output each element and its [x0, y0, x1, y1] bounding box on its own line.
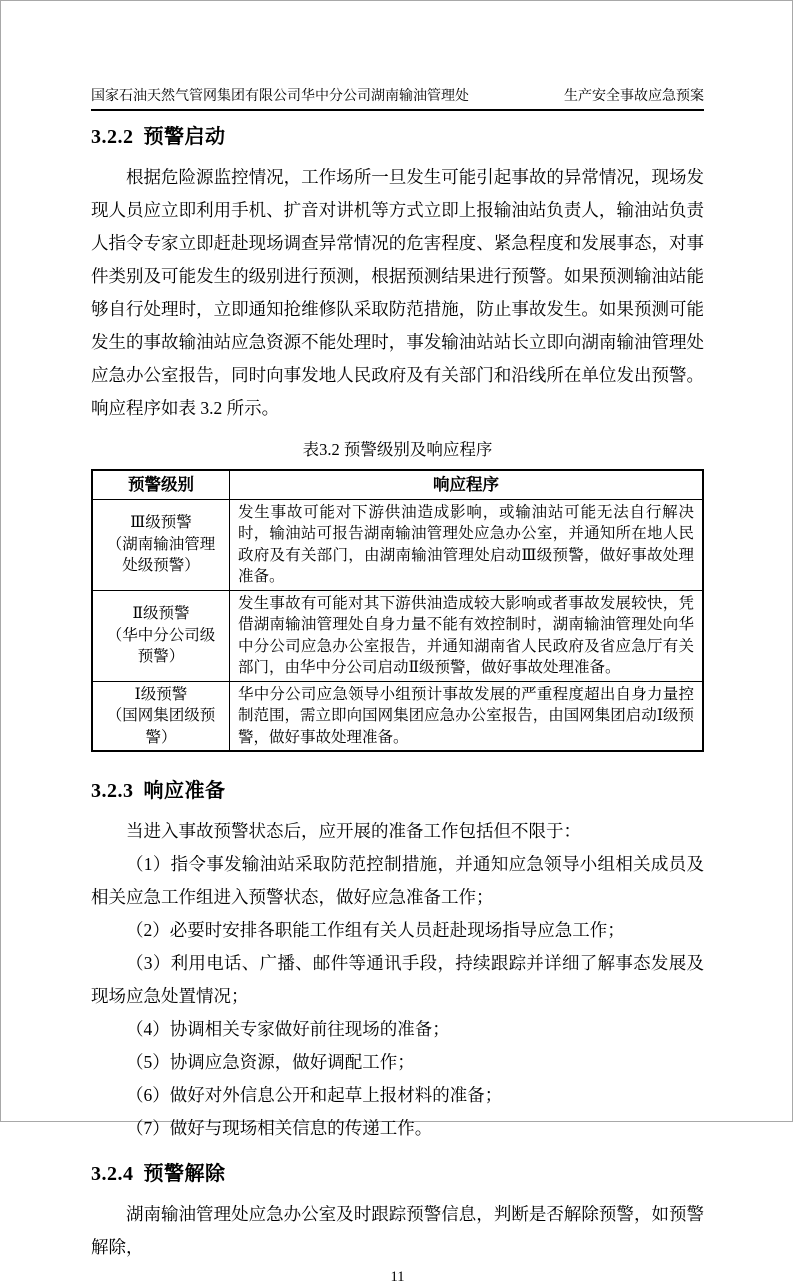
section-title: 响应准备 — [143, 780, 226, 802]
level-cell — [92, 681, 229, 751]
table-row-level-3 — [92, 499, 703, 590]
list-item-7: （7）做好与现场相关信息的传递工作。 — [126, 1118, 433, 1138]
paragraph-324-body: 湖南输油管理处应急办公室及时跟踪预警信息，判断是否解除预警，如预警解除， — [91, 1204, 704, 1257]
list-item-5: （5）协调应急资源，做好调配工作； — [126, 1052, 415, 1072]
section-heading-322 — [91, 120, 704, 149]
paragraph-322-body: 根据危险源监控情况，工作场所一旦发生可能引起事故的异常情况，现场发现人员应立即利用手机、扩音对讲机等方式立即上报输油站负责人，输油站负责人指令专家立即赶赴现场调查异常情况的危害程度、紧急程度和发展事态，对事件类别及可能发生的级别进行预测，根据预测结果进行预警。如果预测输油站能够自行处理时，立即通知抢维修队采取防范措施，防止事故发生。如果预测可能发生的事故输油站应急资源不能处理时，事发输油站站长立即向湖南输油管理处应急办公室报告，同时向事发地人民政府及有关部门和沿线所在单位发出预警。响应程序如表 3.2 所示。 — [91, 167, 704, 418]
paragraph-323-intro: 当进入事故预警状态后，应开展的准备工作包括但不限于： — [126, 821, 581, 841]
procedure-cell: 发生事故可能对下游供油造成影响，或输油站可能无法自行解决时，输油站可报告湖南输油管理处应急办公室，并通知所在地人民政府及有关部门，由湖南输油管理处启动Ⅲ级预警，做好事故处理准备。 — [229, 499, 703, 590]
section-number: 3.2.3 — [91, 780, 134, 802]
level-cell — [92, 590, 229, 681]
level-name: Ⅲ级预警 — [130, 514, 192, 532]
level-scope: （华中分公司级预警） — [106, 626, 216, 666]
section-number: 3.2.2 — [91, 126, 134, 148]
header-right-text: 生产安全事故应急预案 — [564, 89, 704, 104]
column-header-level: 预警级别 — [92, 470, 229, 499]
procedure-cell: 发生事故有可能对其下游供油造成较大影响或者事故发展较快，凭借湖南输油管理处自身力量不能有效控制时，湖南输油管理处向华中分公司应急办公室报告，并通知湖南省人民政府及省应急厅有关部门，由华中分公司启动Ⅱ级预警，做好事故处理准备。 — [229, 590, 703, 681]
page-header — [91, 85, 704, 111]
page-number: 11 — [390, 1269, 405, 1285]
table-caption: 表3.2 预警级别及响应程序 — [302, 440, 493, 459]
level-name: Ⅰ级预警 — [134, 685, 188, 703]
list-item-1: （1）指令事发输油站采取防范控制措施，并通知应急领导小组相关成员及相关应急工作组进入预警状态，做好应急准备工作； — [91, 854, 704, 907]
section-number: 3.2.4 — [91, 1163, 134, 1185]
section-title: 预警启动 — [143, 126, 226, 148]
list-item-3: （3）利用电话、广播、邮件等通讯手段，持续跟踪并详细了解事态发展及现场应急处置情况； — [91, 953, 704, 1006]
list-item-6: （6）做好对外信息公开和起草上报材料的准备； — [126, 1085, 503, 1105]
section-heading-323 — [91, 774, 704, 803]
table-row-level-1 — [92, 681, 703, 751]
header-left-text: 国家石油天然气管网集团有限公司华中分公司湖南输油管理处 — [91, 89, 469, 104]
list-item-2: （2）必要时安排各职能工作组有关人员赶赴现场指导应急工作； — [126, 920, 625, 940]
procedure-cell: 华中分公司应急领导小组预计事故发展的严重程度超出自身力量控制范围，需立即向国网集团应急办公室报告，由国网集团启动Ⅰ级预警，做好事故处理准备。 — [229, 681, 703, 751]
column-header-procedure: 响应程序 — [229, 470, 703, 499]
list-item-4: （4）协调相关专家做好前往现场的准备； — [126, 1019, 450, 1039]
section-title: 预警解除 — [143, 1163, 226, 1185]
section-heading-324 — [91, 1157, 704, 1186]
level-scope: （国网集团级预警） — [106, 707, 216, 746]
level-cell — [92, 499, 229, 590]
table-row-level-2 — [92, 590, 703, 681]
warning-levels-table — [91, 469, 704, 752]
level-name: Ⅱ级预警 — [132, 605, 190, 623]
level-scope: （湖南输油管理处级预警） — [106, 535, 216, 575]
table-header-row — [92, 470, 703, 499]
page-container — [1, 1, 792, 1285]
